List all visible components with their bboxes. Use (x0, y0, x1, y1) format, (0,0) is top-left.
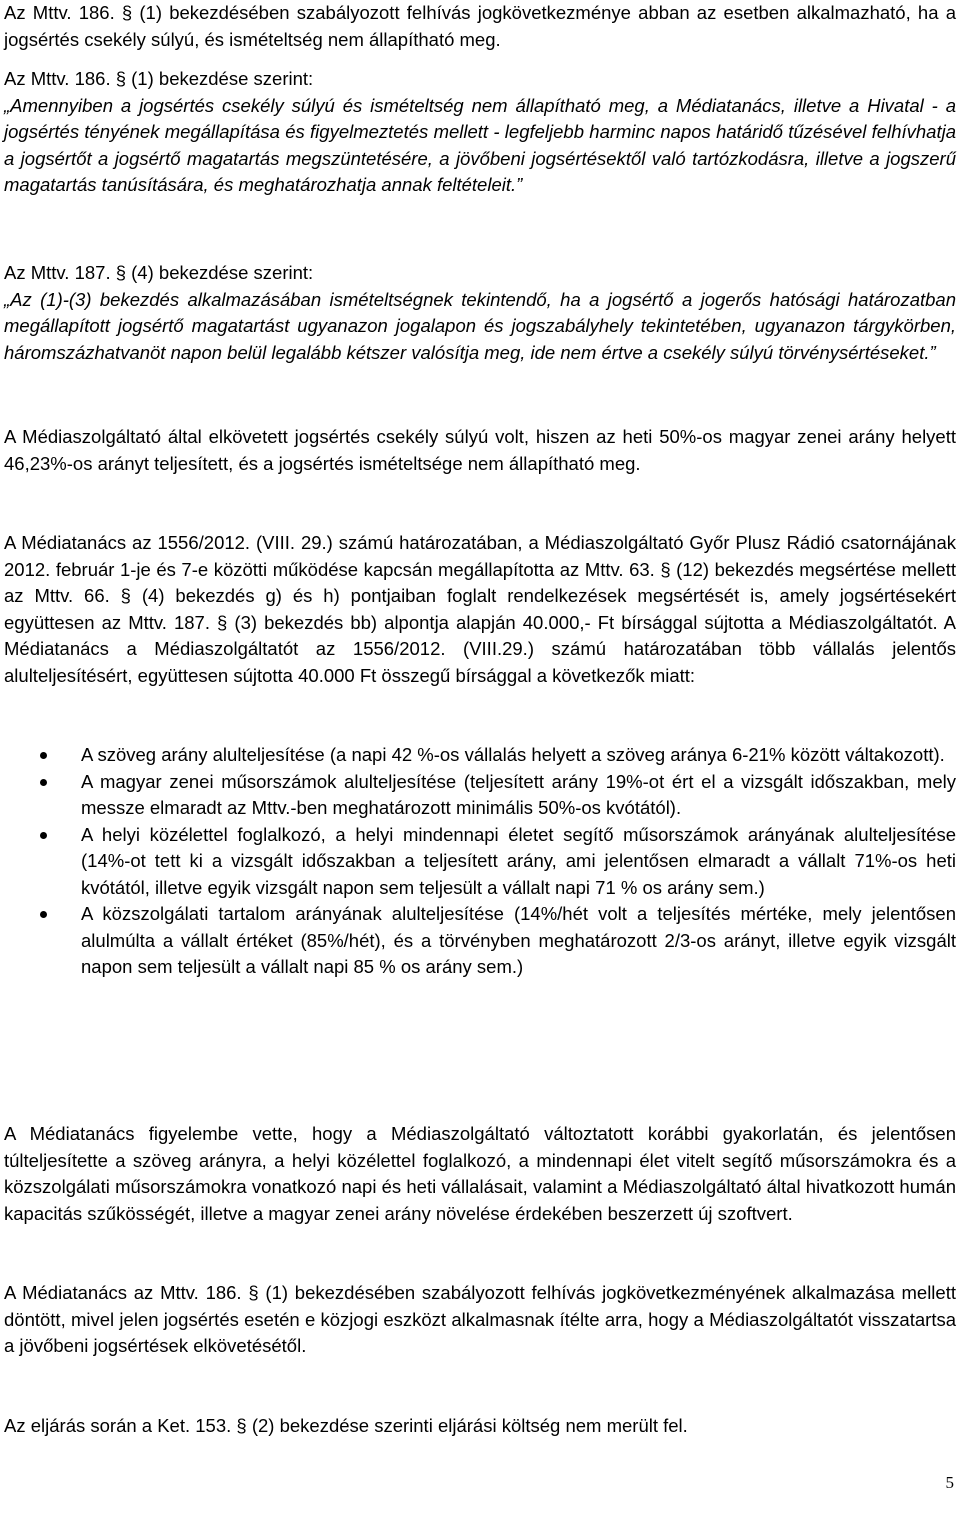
legal-quote: „Amennyiben a jogsértés csekély súlyú és ismételtség nem állapítható meg, a Médiatanács, illetve a Hivatal - a jogsértés tényének megállapítása és figyelmeztetés mellett - legfeljebb harminc napos határidő tűzésével felhívhatja a jogsértőt a jogsértő magatartás megszüntetésére, a jövőbeni jogsértésektől való tartózkodásra, illetve a jogszerű magatartás tanúsítására, és meghatározhatja annak feltételeit.” (4, 94, 956, 195)
page-number: 5 (945, 1473, 954, 1492)
list-item: A szöveg arány alulteljesítése (a napi 42 %-os vállalás helyett a szöveg aránya 6-21% között váltakozott). (4, 742, 956, 769)
reference-lead: Az Mttv. 187. § (4) bekezdése szerint: (4, 262, 314, 283)
list-item: A helyi közélettel foglalkozó, a helyi mindennapi életet segítő műsorszámok arányának alulteljesítése (14%-ot tett ki a vizsgált időszakban a teljesített arány, ami jelentősen elmaradt a vállalt 71%-os heti kvótától, illetve egyik vizsgált napon sem teljesült a vállalt napi 71 % os arány sem.) (4, 822, 956, 902)
intro-paragraph: Az Mttv. 186. § (1) bekezdésében szabályozott felhívás jogkövetkezménye abban az esetben alkalmazható, ha a jogsértés csekély súlyú, és ismételtség nem állapítható meg. (4, 2, 956, 50)
list-item: A magyar zenei műsorszámok alulteljesítése (teljesített arány 19%-ot ért el a vizsgált időszakban, mely messze elmaradt az Mttv.-ben meghatározott minimális 50%-os kvótától). (4, 769, 956, 822)
list-item: A közszolgálati tartalom arányának alulteljesítése (14%/hét volt a teljesítés mértéke, mely jelentősen alulmúlta a vállalt értéket (85%/hét), és a törvényben meghatározott 2/3-os arányt, illetve egyik vizsgált napon sem teljesült a vállalt napi 85 % os arány sem.) (4, 901, 956, 981)
considered-paragraph: A Médiatanács figyelembe vette, hogy a Médiaszolgáltató változtatott korábbi gyakorlatán, és jelentősen túlteljesítette a szöveg arányra, a helyi közélettel foglalkozó, a mindennapi élet vitelt segítő műsorszámokra és a közszolgálati műsorszámokra vonatkozó napi és heti vállalásait, valamint a Médiaszolgáltató által hivatkozott humán kapacitás szűkösségét, illetve a magyar zenei arány növelése érdekében beszerzett új szoftvert. (4, 1123, 956, 1224)
conclusion-paragraph: A Médiatanács az Mttv. 186. § (1) bekezdésében szabályozott felhívás jogkövetkezményének alkalmazása mellett döntött, mivel jelen jogsértés esetén e közjogi eszközt alkalmasnak ítélte arra, hogy a Médiaszolgáltatót visszatartsa a jövőbeni jogsértések elkövetésétől. (4, 1282, 956, 1356)
violation-paragraph: A Médiaszolgáltató által elkövetett jogsértés csekély súlyú volt, hiszen az heti 50%-os magyar zenei arány helyett 46,23%-os arányt teljesített, és a jogsértés ismételtsége nem állapítható meg. (4, 426, 956, 474)
decision-paragraph: A Médiatanács az 1556/2012. (VIII. 29.) számú határozatában, a Médiaszolgáltató Győr Plusz Rádió csatornájának 2012. február 1-je és 7-e közötti működése kapcsán megállapította az Mttv. 63. § (12) bekezdés megsértése mellett az Mttv. 66. § (4) bekezdés g) és h) pontjaiban foglalt rendelkezések megsértését is, amely jogsértésekért együttesen az Mttv. 187. § (3) bekezdés bb) alpontja alapján 40.000,- Ft bírsággal sújtotta a Médiaszolgáltatót. A Médiatanács a Médiaszolgáltatót az 1556/2012. (VIII.29.) számú határozatában több vállalás jelentős alulteljesítésért, együttesen sújtotta 40.000 Ft összegű bírsággal a következők miatt: (4, 532, 956, 686)
reference-lead: Az Mttv. 186. § (1) bekezdése szerint: (4, 68, 314, 89)
mttv-187-reference (4, 260, 956, 366)
legal-quote: „Az (1)-(3) bekezdés alkalmazásában ismételtségnek tekintendő, ha a jogsértő a jogerős hatósági határozatban megállapított jogsértő magatartást ugyanazon jogalapon és jogszabályhely tekintetében, ugyanazon tárgykörben, háromszázhatvanöt napon belül legalább kétszer valósítja meg, ide nem értve a csekély súlyú törvénysértéseket.” (4, 288, 956, 363)
costs-paragraph: Az eljárás során a Ket. 153. § (2) bekezdése szerinti eljárási költség nem merült fel. (4, 1415, 688, 1436)
shortfall-list (4, 742, 956, 981)
mttv-186-reference (4, 66, 956, 199)
